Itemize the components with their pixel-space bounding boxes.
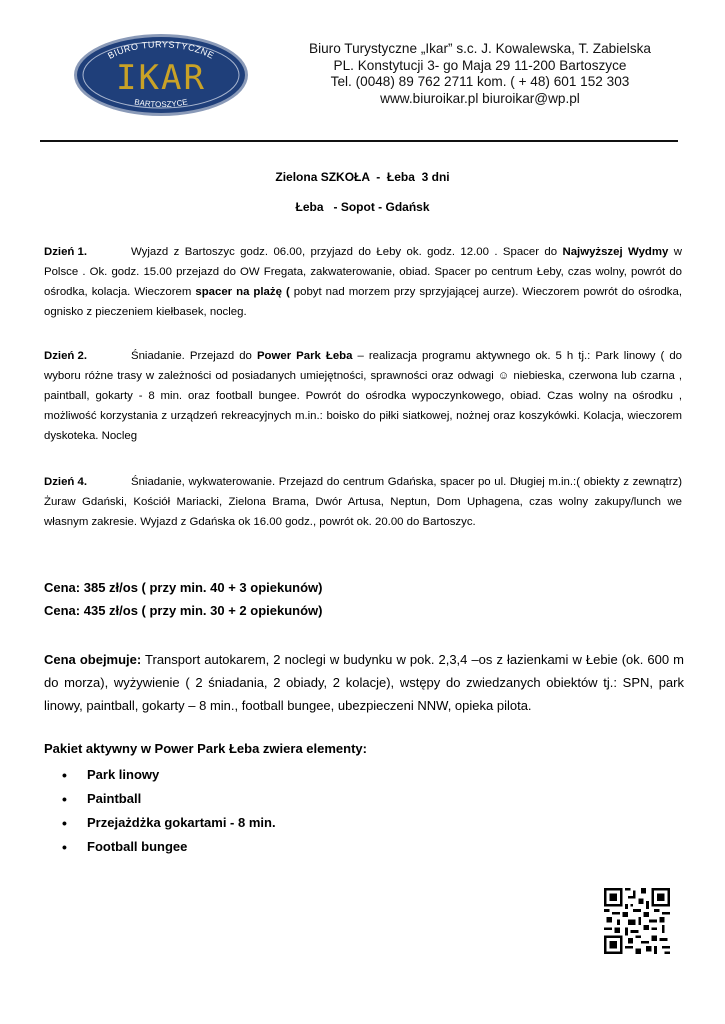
package-heading: Pakiet aktywny w Power Park Łeba zwiera elementy: xyxy=(44,741,367,756)
day-bold: Najwyższej Wydmy xyxy=(562,246,669,258)
ikar-logo xyxy=(72,32,250,118)
address-line: PL. Konstytucji 3- go Maja 29 11-200 Bartoszyce xyxy=(333,58,627,73)
day-text: Wyjazd z Bartoszyc godz. 06.00, przyjazd do Łeby ok. godz. 12.00 . Spacer do xyxy=(131,246,563,258)
day-bold: Power Park Łeba xyxy=(256,350,353,362)
includes-label: Cena obejmuje: xyxy=(44,652,142,667)
bullet-icon: • xyxy=(62,815,67,831)
bullet-icon: • xyxy=(62,791,67,807)
logo-arc-top-text: BIURO TURYSTYCZNE xyxy=(106,39,216,61)
day-bold: spacer na plażę ( xyxy=(195,286,290,298)
price-line: Cena: 435 zł/os ( przy min. 30 + 2 opiekunów) xyxy=(44,603,323,618)
web-line[interactable]: www.biuroikar.pl biuroikar@wp.pl xyxy=(380,91,580,106)
day-text: – realizacja programu aktywnego ok. 5 h tj.: Park linowy ( do wyboru różne trasy w zależności od posiadanych umiejętności, sprawności oraz odwagi ☺ niebieska, czerwona lub czarna , paintball, gokarty - 8 min. oraz football bungee. Powrót do ośrodka wypoczynkowego, obiad. Czas wolny na ośrodku , możliwość korzystania z urządzeń rekreacyjnych m.in.: boisko do piłki siatkowej, nożnej oraz koszykówki. Kolacja, wieczorem dyskoteka. Nocleg xyxy=(44,350,682,442)
day-label: Dzień 1. xyxy=(44,246,88,258)
day-label: Dzień 2. xyxy=(44,350,88,362)
bullet-icon: • xyxy=(62,767,67,783)
list-item-label: Park linowy xyxy=(87,767,160,782)
day-text: Śniadanie. Przejazd do xyxy=(131,350,257,362)
list-item xyxy=(44,787,276,811)
logo-name: IKAR xyxy=(116,58,206,98)
day-text: pobyt nad morzem przy sprzyjającej aurze). Wieczorem powrót do ośrodka, ognisko z pieczeniem kiełbasek, nocleg. xyxy=(44,286,682,318)
header-divider xyxy=(40,140,678,142)
page-title: Zielona SZKOŁA - Łeba 3 dni xyxy=(275,170,450,184)
list-item xyxy=(44,811,276,835)
day-2-paragraph xyxy=(44,346,682,446)
includes-text: Transport autokarem, 2 noclegi w budynku w pok. 2,3,4 –os z łazienkami w Łebie (ok. 600 m do morza), wyżywienie ( 2 śniadania, 2 obiady, 2 kolacje), wstępy do zwiedzanych obiektów tj.: SPN, park linowy, paintball, gokarty – 8 min., football bungee, ubezpieczeni NNW, opieka pilota. xyxy=(44,652,684,713)
bullet-icon: • xyxy=(62,839,67,855)
list-item-label: Paintball xyxy=(87,791,142,806)
day-1-paragraph xyxy=(44,242,682,322)
day-label: Dzień 4. xyxy=(44,476,88,488)
package-list xyxy=(44,763,276,859)
list-item-label: Football bungee xyxy=(87,839,188,854)
list-item-label: Przejażdżka gokartami - 8 min. xyxy=(87,815,276,830)
company-line: Biuro Turystyczne „Ikar” s.c. J. Kowalewska, T. Zabielska xyxy=(309,41,651,56)
qr-code-icon xyxy=(604,888,670,954)
price-includes xyxy=(44,648,684,717)
day-text: Śniadanie, wykwaterowanie. Przejazd do centrum Gdańska, spacer po ul. Długiej m.in.:( obiekty z zewnątrz) Żuraw Gdański, Kościół Mariacki, Zielona Brama, Dwór Artusa, Neptun, Dom Uphagena, czas wolny zakupy/lunch we własnym zakresie. Wyjazd z Gdańska ok 16.00 godz., powrót ok. 20.00 do Bartoszyc. xyxy=(44,476,682,528)
logo-arc-bottom-text: BARTOSZYCE xyxy=(133,97,189,110)
route-title: Łeba - Sopot - Gdańsk xyxy=(295,200,430,214)
price-line: Cena: 385 zł/os ( przy min. 40 + 3 opiekunów) xyxy=(44,580,323,595)
day-4-paragraph xyxy=(44,472,682,532)
list-item xyxy=(44,835,276,859)
phone-line: Tel. (0048) 89 762 2711 kom. ( + 48) 601 152 303 xyxy=(330,74,630,89)
day-text: w Polsce . Ok. godz. 15.00 przejazd do OW Fregata, zakwaterowanie, obiad. Spacer po centrum Łeby, czas wolny, powrót do ośrodka, kolacja. Wieczorem xyxy=(44,246,682,298)
list-item xyxy=(44,763,276,787)
